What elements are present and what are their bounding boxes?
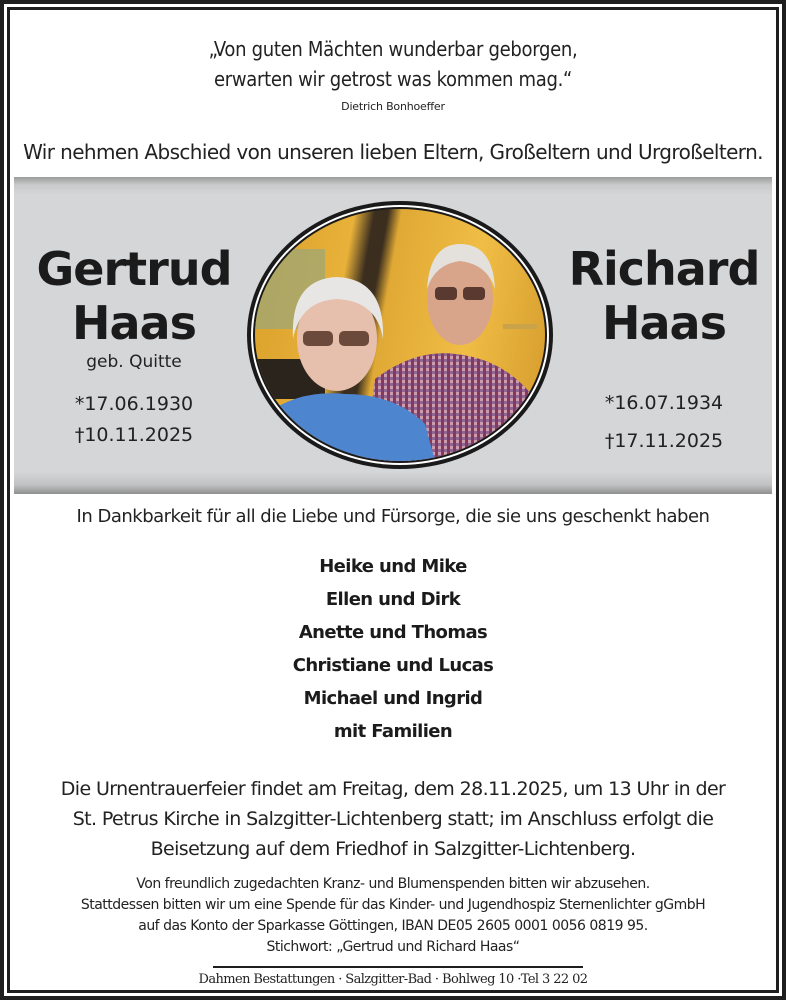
quote-line-2: erwarten wir getrost was kommen mag.“ (213, 67, 573, 91)
family-member: Heike und Mike (319, 556, 467, 577)
ceremony-line: Die Urnentrauerfeier findet am Freitag, dem 28.11.2025, um 13 Uhr in der (60, 778, 726, 800)
deceased-name-left (14, 242, 254, 350)
quote-author: Dietrich Bonhoeffer (341, 100, 445, 113)
donation-line: auf das Konto der Sparkasse Göttingen, IBAN DE05 2605 0001 0056 0819 95. (138, 918, 648, 934)
donation-line: Stattdessen bitten wir um eine Spende für das Kinder- und Jugendhospiz Sternenlichter gGmbH (80, 897, 706, 913)
first-name: Gertrud (36, 242, 232, 296)
last-name: Haas (72, 296, 196, 350)
birth-date: *16.07.1934 (604, 392, 724, 414)
family-member: Ellen und Dirk (325, 589, 461, 610)
ceremony-info (10, 774, 776, 864)
death-date: †17.11.2025 (604, 430, 724, 452)
obituary-border-inner (7, 7, 779, 993)
couple-photo-illustration (255, 209, 545, 461)
first-name: Richard (568, 242, 760, 296)
donation-line: Von freundlich zugedachten Kranz- und Blumenspenden bitten wir abzusehen. (136, 876, 650, 892)
ceremony-line: Beisetzung auf dem Friedhof in Salzgitter-Lichtenberg. (150, 838, 636, 860)
family-member: Anette und Thomas (298, 622, 488, 643)
last-name: Haas (602, 296, 726, 350)
donation-info (10, 874, 776, 958)
death-date: †10.11.2025 (74, 424, 194, 446)
quote (10, 34, 776, 94)
dates-right (544, 384, 784, 460)
family-member: mit Familien (333, 721, 453, 742)
photo-frame (247, 201, 553, 469)
family-list (10, 550, 776, 748)
family-member: Christiane und Lucas (292, 655, 494, 676)
farewell-heading: Wir nehmen Abschied von unseren lieben Eltern, Großeltern und Urgroßeltern. (23, 140, 763, 164)
obituary-page (10, 10, 776, 990)
obituary-border-mid (4, 4, 782, 996)
family-member: Michael und Ingrid (303, 688, 483, 709)
name-band (14, 177, 772, 494)
donation-keyword: Stichwort: „Gertrud und Richard Haas“ (266, 939, 520, 955)
birth-date: *17.06.1930 (74, 393, 194, 415)
thanks-line: In Dankbarkeit für all die Liebe und Fürsorge, die sie uns geschenkt haben (76, 506, 710, 527)
maiden-name: geb. Quitte (86, 352, 182, 372)
ceremony-line: St. Petrus Kirche in Salzgitter-Lichtenberg statt; im Anschluss erfolgt die (72, 808, 714, 830)
funeral-home-footer: Dahmen Bestattungen · Salzgitter-Bad · Bohlweg 10 ·Tel 3 22 02 (198, 972, 588, 987)
dates-left (14, 389, 254, 451)
quote-line-1: „Von guten Mächten wunderbar geborgen, (208, 37, 578, 61)
footer-divider (213, 966, 583, 968)
deceased-name-right (544, 242, 784, 350)
couple-photo (255, 209, 545, 461)
